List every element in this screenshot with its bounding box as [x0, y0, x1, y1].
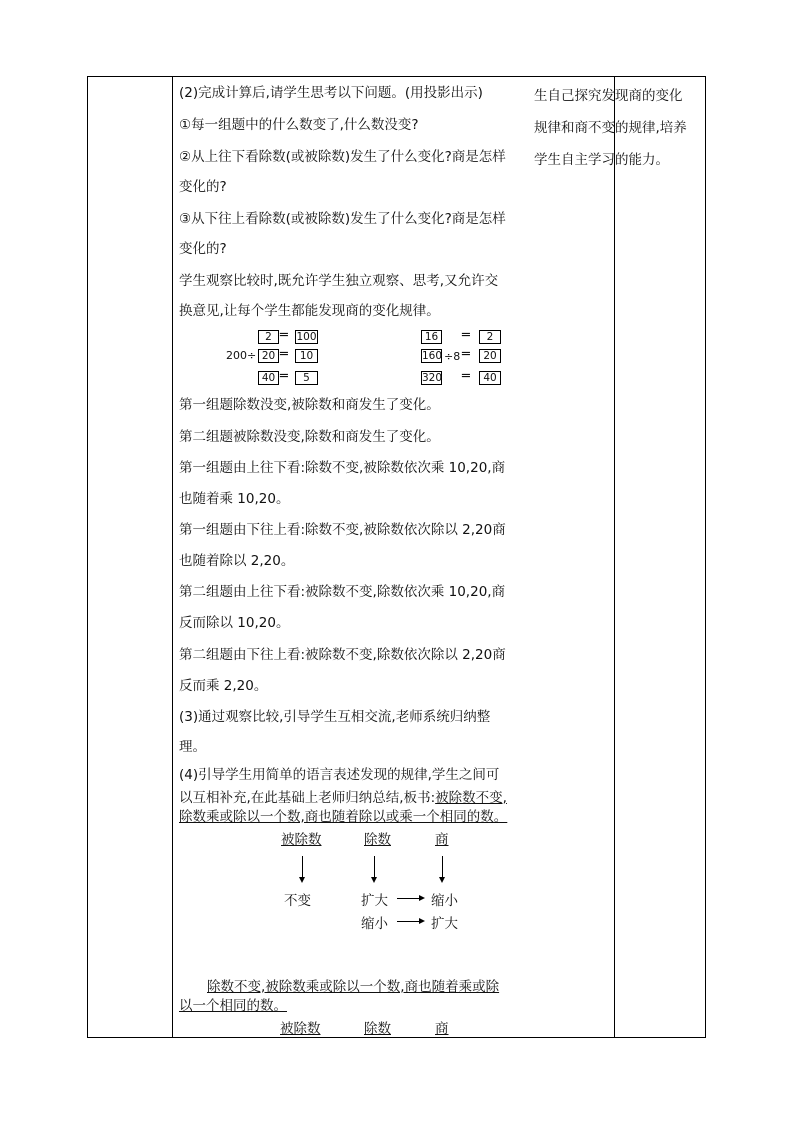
equals-sign: ═	[280, 347, 288, 362]
text-line: 理。	[179, 739, 206, 755]
group1-quotient: 10	[295, 349, 318, 363]
text-line: 第二组题被除数没变,除数和商发生了变化。	[179, 429, 440, 445]
text-line: 反而除以 10,20。	[179, 615, 290, 631]
group2-quotient: 40	[479, 371, 501, 385]
group2-quotient: 2	[479, 330, 501, 344]
text-line: 变化的?	[179, 241, 227, 257]
side-note-line: 学生自主学习的能力。	[534, 152, 669, 168]
equals-sign: ═	[280, 328, 288, 343]
text-line: 第二组题由上往下看:被除数不变,除数依次乘 10,20,商	[179, 584, 506, 600]
diagram-header: 除数	[364, 1021, 391, 1037]
diagram-state: 扩大	[361, 893, 388, 909]
diagram-state: 不变	[284, 893, 311, 909]
group2-quotient: 20	[479, 349, 501, 363]
text-line: ②从上往下看除数(或被除数)发生了什么变化?商是怎样	[179, 149, 506, 165]
text-line: 第一组题除数没变,被除数和商发生了变化。	[179, 397, 440, 413]
board-rule-start: 被除数不变,	[435, 790, 507, 806]
text-line: 学生观察比较时,既允许学生独立观察、思考,又允许交	[179, 273, 499, 289]
text-line: ①每一组题中的什么数变了,什么数没变?	[179, 117, 419, 133]
text-line: 第一组题由下往上看:除数不变,被除数依次除以 2,20商	[179, 522, 506, 538]
group1-divisor: 20	[258, 349, 279, 363]
group1-quotient: 100	[296, 331, 317, 343]
group2-dividend: 320	[422, 372, 443, 384]
text-line: ③从下往上看除数(或被除数)发生了什么变化?商是怎样	[179, 211, 506, 227]
group1-quotient: 5	[295, 371, 318, 385]
side-note-line: 生自己探究发现商的变化	[534, 88, 683, 104]
right-arrow-icon	[397, 898, 419, 899]
diagram-state: 缩小	[431, 893, 458, 909]
equals-sign: ═	[462, 328, 470, 343]
diagram-state: 扩大	[431, 916, 458, 932]
board-rule: 以一个相同的数。	[179, 998, 287, 1014]
board-rule: 除数不变,被除数乘或除以一个数,商也随着乘或除	[207, 979, 500, 995]
text-line: 第一组题由上往下看:除数不变,被除数依次乘 10,20,商	[179, 460, 506, 476]
group1-divisor: 2	[258, 330, 279, 344]
equals-sign: ═	[462, 369, 470, 384]
notes-column	[615, 77, 705, 1037]
left-column	[88, 77, 173, 1037]
diagram-header: 商	[435, 832, 449, 848]
text-run: 以互相补充,在此基础上老师归纳总结,板书:	[179, 790, 436, 806]
right-arrow-icon	[397, 921, 419, 922]
equals-sign: ═	[462, 347, 470, 362]
group1-divisor: 40	[258, 371, 279, 385]
group2-op: ÷8	[444, 350, 461, 363]
down-arrow-icon	[442, 856, 443, 878]
board-rule: 除数乘或除以一个数,商也随着除以或乘一个相同的数。	[179, 809, 508, 825]
text-line: (3)通过观察比较,引导学生互相交流,老师系统归纳整	[179, 709, 491, 725]
group1-prefix: 200÷	[226, 349, 257, 362]
group2-dividend: 160	[422, 350, 443, 362]
equals-sign: ═	[280, 369, 288, 384]
diagram-header: 商	[435, 1021, 449, 1037]
diagram-header: 除数	[364, 832, 391, 848]
diagram-header: 被除数	[281, 832, 322, 848]
text-line	[179, 789, 507, 807]
text-line: 第二组题由下往上看:被除数不变,除数依次除以 2,20商	[179, 647, 506, 663]
text-line: 也随着乘 10,20。	[179, 491, 290, 507]
group2-dividend: 16	[421, 330, 442, 344]
text-line: 反而乘 2,20。	[179, 678, 268, 694]
side-note-line: 规律和商不变的规律,培养	[534, 120, 687, 136]
text-line: 变化的?	[179, 179, 227, 195]
diagram-state: 缩小	[361, 916, 388, 932]
diagram-header: 被除数	[280, 1021, 321, 1037]
text-line: 换意见,让每个学生都能发现商的变化规律。	[179, 303, 440, 319]
down-arrow-icon	[374, 856, 375, 878]
down-arrow-icon	[302, 856, 303, 878]
text-line: 也随着除以 2,20。	[179, 553, 295, 569]
text-line: (2)完成计算后,请学生思考以下问题。(用投影出示)	[179, 85, 483, 101]
text-line: (4)引导学生用简单的语言表述发现的规律,学生之间可	[179, 767, 500, 783]
